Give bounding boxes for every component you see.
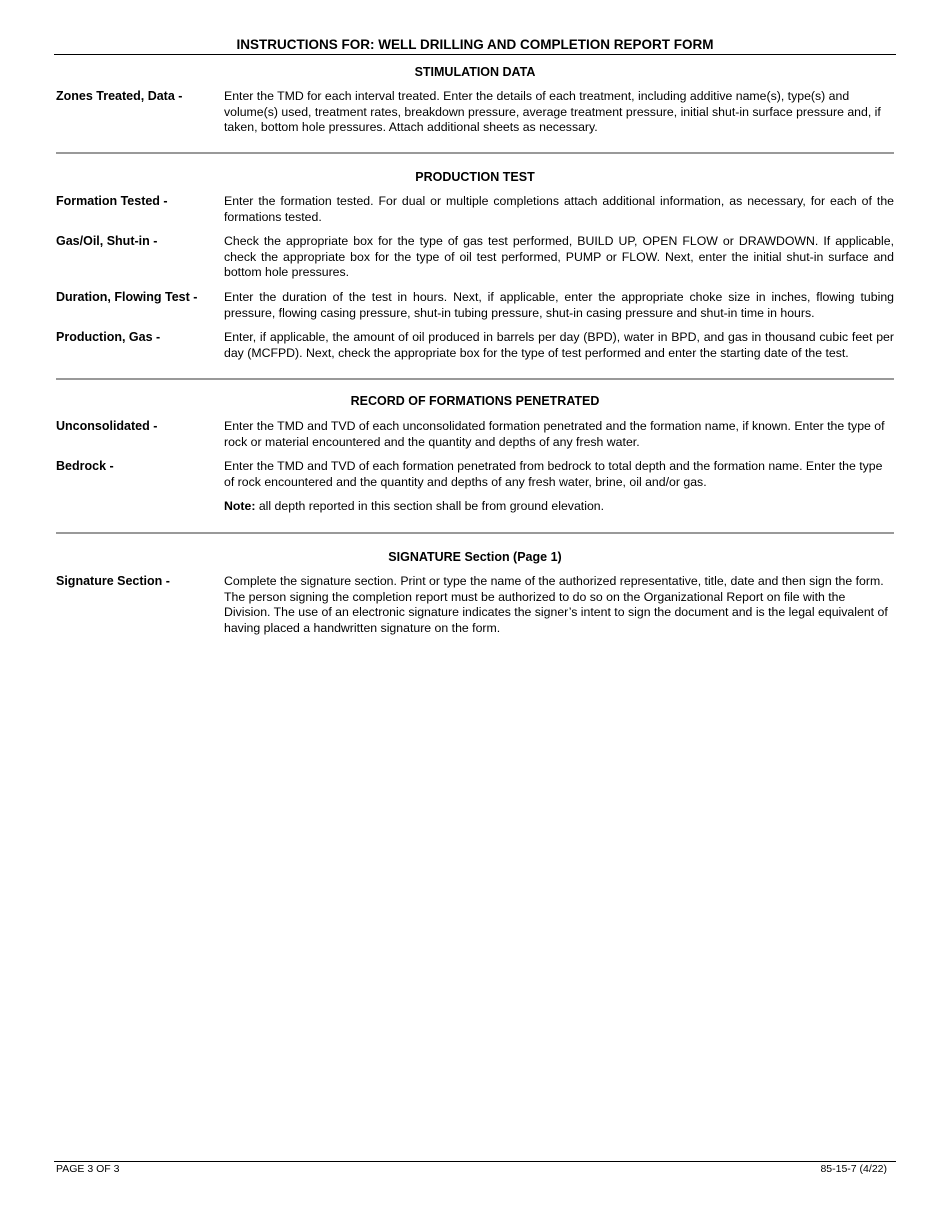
entry-description: Enter the duration of the test in hours. Next, if applicable, enter the appropriate choke size in inches, flowing tubing pressure, flowing casing pressure, shut-in tubing pressure, shut-in casing pressure and shut-in time in hours. — [224, 290, 894, 320]
entry-label: Gas/Oil, Shut-in - — [56, 234, 158, 248]
section-heading-stimulation-data: STIMULATION DATA — [414, 65, 536, 79]
note-label: Note: — [224, 499, 256, 513]
entry-description: Enter the formation tested. For dual or multiple completions attach additional information, as necessary, for each of the formations tested. — [224, 194, 894, 224]
entry-label: Duration, Flowing Test - — [56, 290, 198, 304]
entry-label: Signature Section - — [56, 574, 170, 588]
section-heading-production-test: PRODUCTION TEST — [415, 170, 535, 184]
title-divider — [54, 54, 896, 55]
section-heading-signature: SIGNATURE Section (Page 1) — [388, 550, 562, 564]
entry-label: Formation Tested - — [56, 194, 168, 208]
entry-description: Enter the TMD and TVD of each formation penetrated from bedrock to total depth and the formation name. Enter the type of rock encountered and the quantity and depths of any fresh water, brine, oil and/or gas. — [224, 459, 883, 489]
form-number: 85-15-7 (4/22) — [820, 1163, 887, 1175]
page-number: PAGE 3 OF 3 — [56, 1163, 120, 1175]
entry-description: Enter, if applicable, the amount of oil produced in barrels per day (BPD), water in BPD, and gas in thousand cubic feet per day (MCFPD). Next, check the appropriate box for the type of test performed and enter the starting date of the test. — [224, 330, 894, 360]
entry-label: Bedrock - — [56, 459, 114, 473]
entry-label: Zones Treated, Data - — [56, 89, 183, 103]
note-text: all depth reported in this section shall be from ground elevation. — [255, 499, 605, 513]
section-divider — [56, 152, 894, 154]
section-heading-record-of-formations: RECORD OF FORMATIONS PENETRATED — [350, 394, 600, 408]
entry-description: Complete the signature section. Print or type the name of the authorized representative, title, date and then sign the form. The person signing the completion report must be authorized to do so on the Organizational Report on file with the Division. The use of an electronic signature indicates the signer’s intent to sign the document and is the legal equivalent of having placed a handwritten signature on the form. — [224, 574, 888, 635]
entry-description: Enter the TMD and TVD of each unconsolidated formation penetrated and the formation name, if known. Enter the type of rock or material encountered and the quantity and depths of any fresh water. — [224, 419, 885, 449]
section-divider — [56, 532, 894, 534]
entry-description: Enter the TMD for each interval treated. Enter the details of each treatment, including additive name(s), type(s) and volume(s) used, treatment rates, breakdown pressure, average treatment pressure, initial shut-in surface pressure and, if taken, bottom hole pressures. Attach additional sheets as necessary. — [224, 89, 881, 134]
entry-label: Production, Gas - — [56, 330, 161, 344]
entry-description: Check the appropriate box for the type of gas test performed, BUILD UP, OPEN FLOW or DRAWDOWN. If applicable, check the appropriate box for the type of oil test performed, PUMP or FLOW. Next, enter the initial shut-in surface and bottom hole pressures. — [224, 234, 894, 279]
section-divider — [56, 378, 894, 380]
entry-label: Unconsolidated - — [56, 419, 158, 433]
page-title: INSTRUCTIONS FOR: WELL DRILLING AND COMPLETION REPORT FORM — [236, 37, 714, 52]
footer-divider — [54, 1161, 896, 1162]
depth-note — [224, 499, 894, 515]
